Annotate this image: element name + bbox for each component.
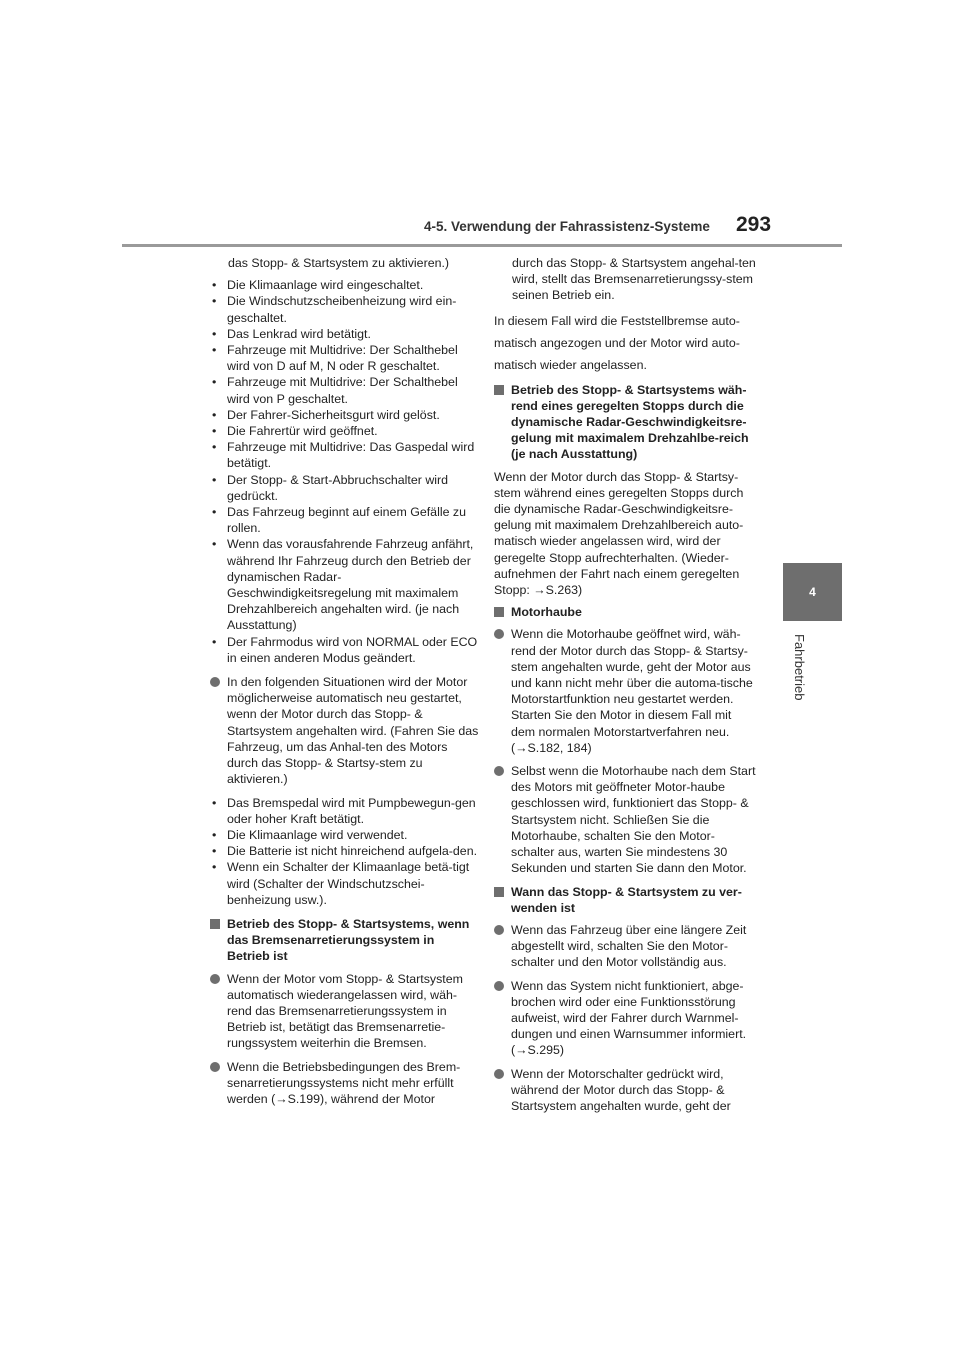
list-item: • Das Fahrzeug beginnt auf einem Gefälle zu rollen.: [210, 504, 480, 536]
list-item: • Fahrzeuge mit Multidrive: Der Schalthebel wird von P geschaltet.: [210, 374, 480, 406]
circle-bullet-icon: [494, 925, 504, 935]
paragraph: [210, 674, 480, 787]
list-item: • Der Fahrmodus wird von NORMAL oder ECO in einen anderen Modus geändert.: [210, 634, 480, 666]
paragraph: [210, 1059, 480, 1108]
right-column: [494, 255, 756, 1121]
left-column: [210, 255, 480, 1114]
list-item: • Wenn das vorausfahrende Fahrzeug anfährt, während Ihr Fahrzeug durch den Betrieb der dynamischen Radar-Geschwindigkeitsregelung mit maximalem Drehzahlbereich angehalten wird. (je nach Ausstattung): [210, 536, 480, 633]
bullet-list: [210, 795, 480, 908]
list-item: • Fahrzeuge mit Multidrive: Der Schalthebel wird von D auf M, N oder R geschaltet.: [210, 342, 480, 374]
list-item: • Die Fahrertür wird geöffnet.: [210, 423, 480, 439]
chapter-number: 4: [809, 585, 816, 599]
paragraph-text: Wenn das System nicht funktioniert, abge-brochen wird oder eine Funktionsstörung aufweist, wird der Fahrer durch Warnmel-dungen und einen Warnsummer informiert. (→S.295): [511, 978, 747, 1058]
section-heading: [494, 884, 756, 916]
list-item: • Wenn ein Schalter der Klimaanlage betä-tigt wird (Schalter der Windschutzschei-benheizung usw.).: [210, 859, 480, 908]
list-item: • Die Klimaanlage wird verwendet.: [210, 827, 480, 843]
chapter-tab: [783, 563, 842, 621]
plain-paragraph: Wenn der Motor durch das Stopp- & Startsy-stem während eines geregelten Stopps durch die dynamische Radar-Geschwindigkeitsre-gelung mit maximalem Drehzahlbereich auto-matisch wieder angelassen wird, wird der geregelte Stopp aufrechterhalten. (Wieder-aufnehmen der Fahrt nach einem geregelten Stopp: →S.263): [494, 469, 744, 598]
circle-bullet-icon: [494, 1069, 504, 1079]
square-bullet-icon: [494, 887, 504, 897]
section-heading: [494, 604, 756, 620]
square-bullet-icon: [494, 607, 504, 617]
paragraph: [494, 1066, 756, 1115]
section-heading: [494, 382, 756, 463]
paragraph: [494, 922, 756, 971]
page-number: 293: [736, 213, 772, 236]
list-item: • Der Stopp- & Start-Abbruchschalter wird gedrückt.: [210, 472, 480, 504]
heading-text: Motorhaube: [511, 605, 582, 620]
plain-paragraph: In diesem Fall wird die Feststellbremse auto-matisch angezogen und der Motor wird auto-matisch wieder angelassen.: [494, 313, 740, 372]
circle-bullet-icon: [494, 766, 504, 776]
heading-text: Betrieb des Stopp- & Startsystems, wenn das Bremsenarretierungssystem in Betrieb ist: [227, 916, 470, 964]
circle-bullet-icon: [210, 1062, 220, 1072]
section-heading: [210, 916, 480, 965]
circle-bullet-icon: [210, 974, 220, 984]
paragraph-text: Wenn der Motor vom Stopp- & Startsystem automatisch wiederangelassen wird, wäh-rend das Bremsenarretierungssystem in Betrieb ist, betätigt das Bremsenarretie-rungssystem weiterhin die Bremsen.: [227, 971, 463, 1051]
list-item: • Fahrzeuge mit Multidrive: Das Gaspedal wird betätigt.: [210, 439, 480, 471]
bullet-list: [210, 277, 480, 666]
continuation-text: durch das Stopp- & Startsystem angehal-ten wird, stellt das Bremsenarretierungssy-stem seinen Betrieb ein.: [512, 256, 756, 303]
heading-text: Betrieb des Stopp- & Startsystems wäh-rend eines geregelten Stopps durch die dynamische Radar-Geschwindigkeitsre-gelung mit maximalem Drehzahlbe-reich (je nach Ausstattung): [511, 382, 749, 462]
paragraph: [494, 763, 756, 876]
list-item: • Das Bremspedal wird mit Pumpbewegun-gen oder hoher Kraft betätigt.: [210, 795, 480, 827]
paragraph: [494, 626, 756, 756]
list-item: • Das Lenkrad wird betätigt.: [210, 326, 480, 342]
list-item: • Die Batterie ist nicht hinreichend aufgela-den.: [210, 843, 480, 859]
square-bullet-icon: [494, 385, 504, 395]
paragraph-text: Selbst wenn die Motorhaube nach dem Start des Motors mit geöffneter Motor-haube geschlossen wird, funktioniert das Stopp- & Startsystem nicht. Schließen Sie die Motorhaube, schalten Sie den Motor-schalter aus, warten Sie mindestens 30 Sekunden und starten Sie dann den Motor.: [511, 764, 756, 876]
paragraph-text: Wenn der Motorschalter gedrückt wird, während der Motor durch das Stopp- & Startsystem angehalten wurde, geht der: [511, 1066, 731, 1113]
list-item: • Die Windschutzscheibenheizung wird ein-geschaltet.: [210, 293, 480, 325]
paragraph-text: Wenn das Fahrzeug über eine längere Zeit abgestellt wird, schalten Sie den Motor-schalter und den Motor vollständig aus.: [511, 922, 747, 970]
paragraph-text: Wenn die Motorhaube geöffnet wird, wäh-rend der Motor durch das Stopp- & Startsy-stem angehalten wurde, geht der Motor aus und kann nicht mehr über die automa-tische Motorstartfunktion neu gestartet werden. Starten Sie den Motor in diesem Fall mit dem normalen Motorstartverfahren neu. (→S.182, 184): [511, 627, 753, 755]
paragraph-text: Wenn die Betriebsbedingungen des Brem-senarretierungssystems nicht mehr erfüllt werden (→S.199), während der Motor: [227, 1059, 461, 1106]
continuation-text: das Stopp- & Startsystem zu aktivieren.): [228, 256, 450, 270]
circle-bullet-icon: [210, 677, 220, 687]
paragraph: [210, 971, 480, 1052]
list-item: • Der Fahrer-Sicherheitsgurt wird gelöst.: [210, 407, 480, 423]
paragraph-text: In den folgenden Situationen wird der Motor möglicherweise automatisch neu gestartet, wenn der Motor durch das Stopp- & Startsystem angehalten wird. (Fahren Sie das Fahrzeug, um das Anhal-ten des Motors durch das Stopp- & Startsy-stem zu aktivieren.): [227, 675, 479, 787]
circle-bullet-icon: [494, 981, 504, 991]
heading-text: Wann das Stopp- & Startsystem zu ver-wenden ist: [511, 884, 742, 915]
square-bullet-icon: [210, 919, 220, 929]
section-title: 4-5. Verwendung der Fahrassistenz-Systeme: [424, 219, 710, 234]
list-item: • Die Klimaanlage wird eingeschaltet.: [210, 277, 480, 293]
circle-bullet-icon: [494, 629, 504, 639]
chapter-title: Fahrbetrieb: [792, 634, 807, 701]
paragraph: [494, 978, 756, 1059]
header-rule: [122, 244, 842, 247]
